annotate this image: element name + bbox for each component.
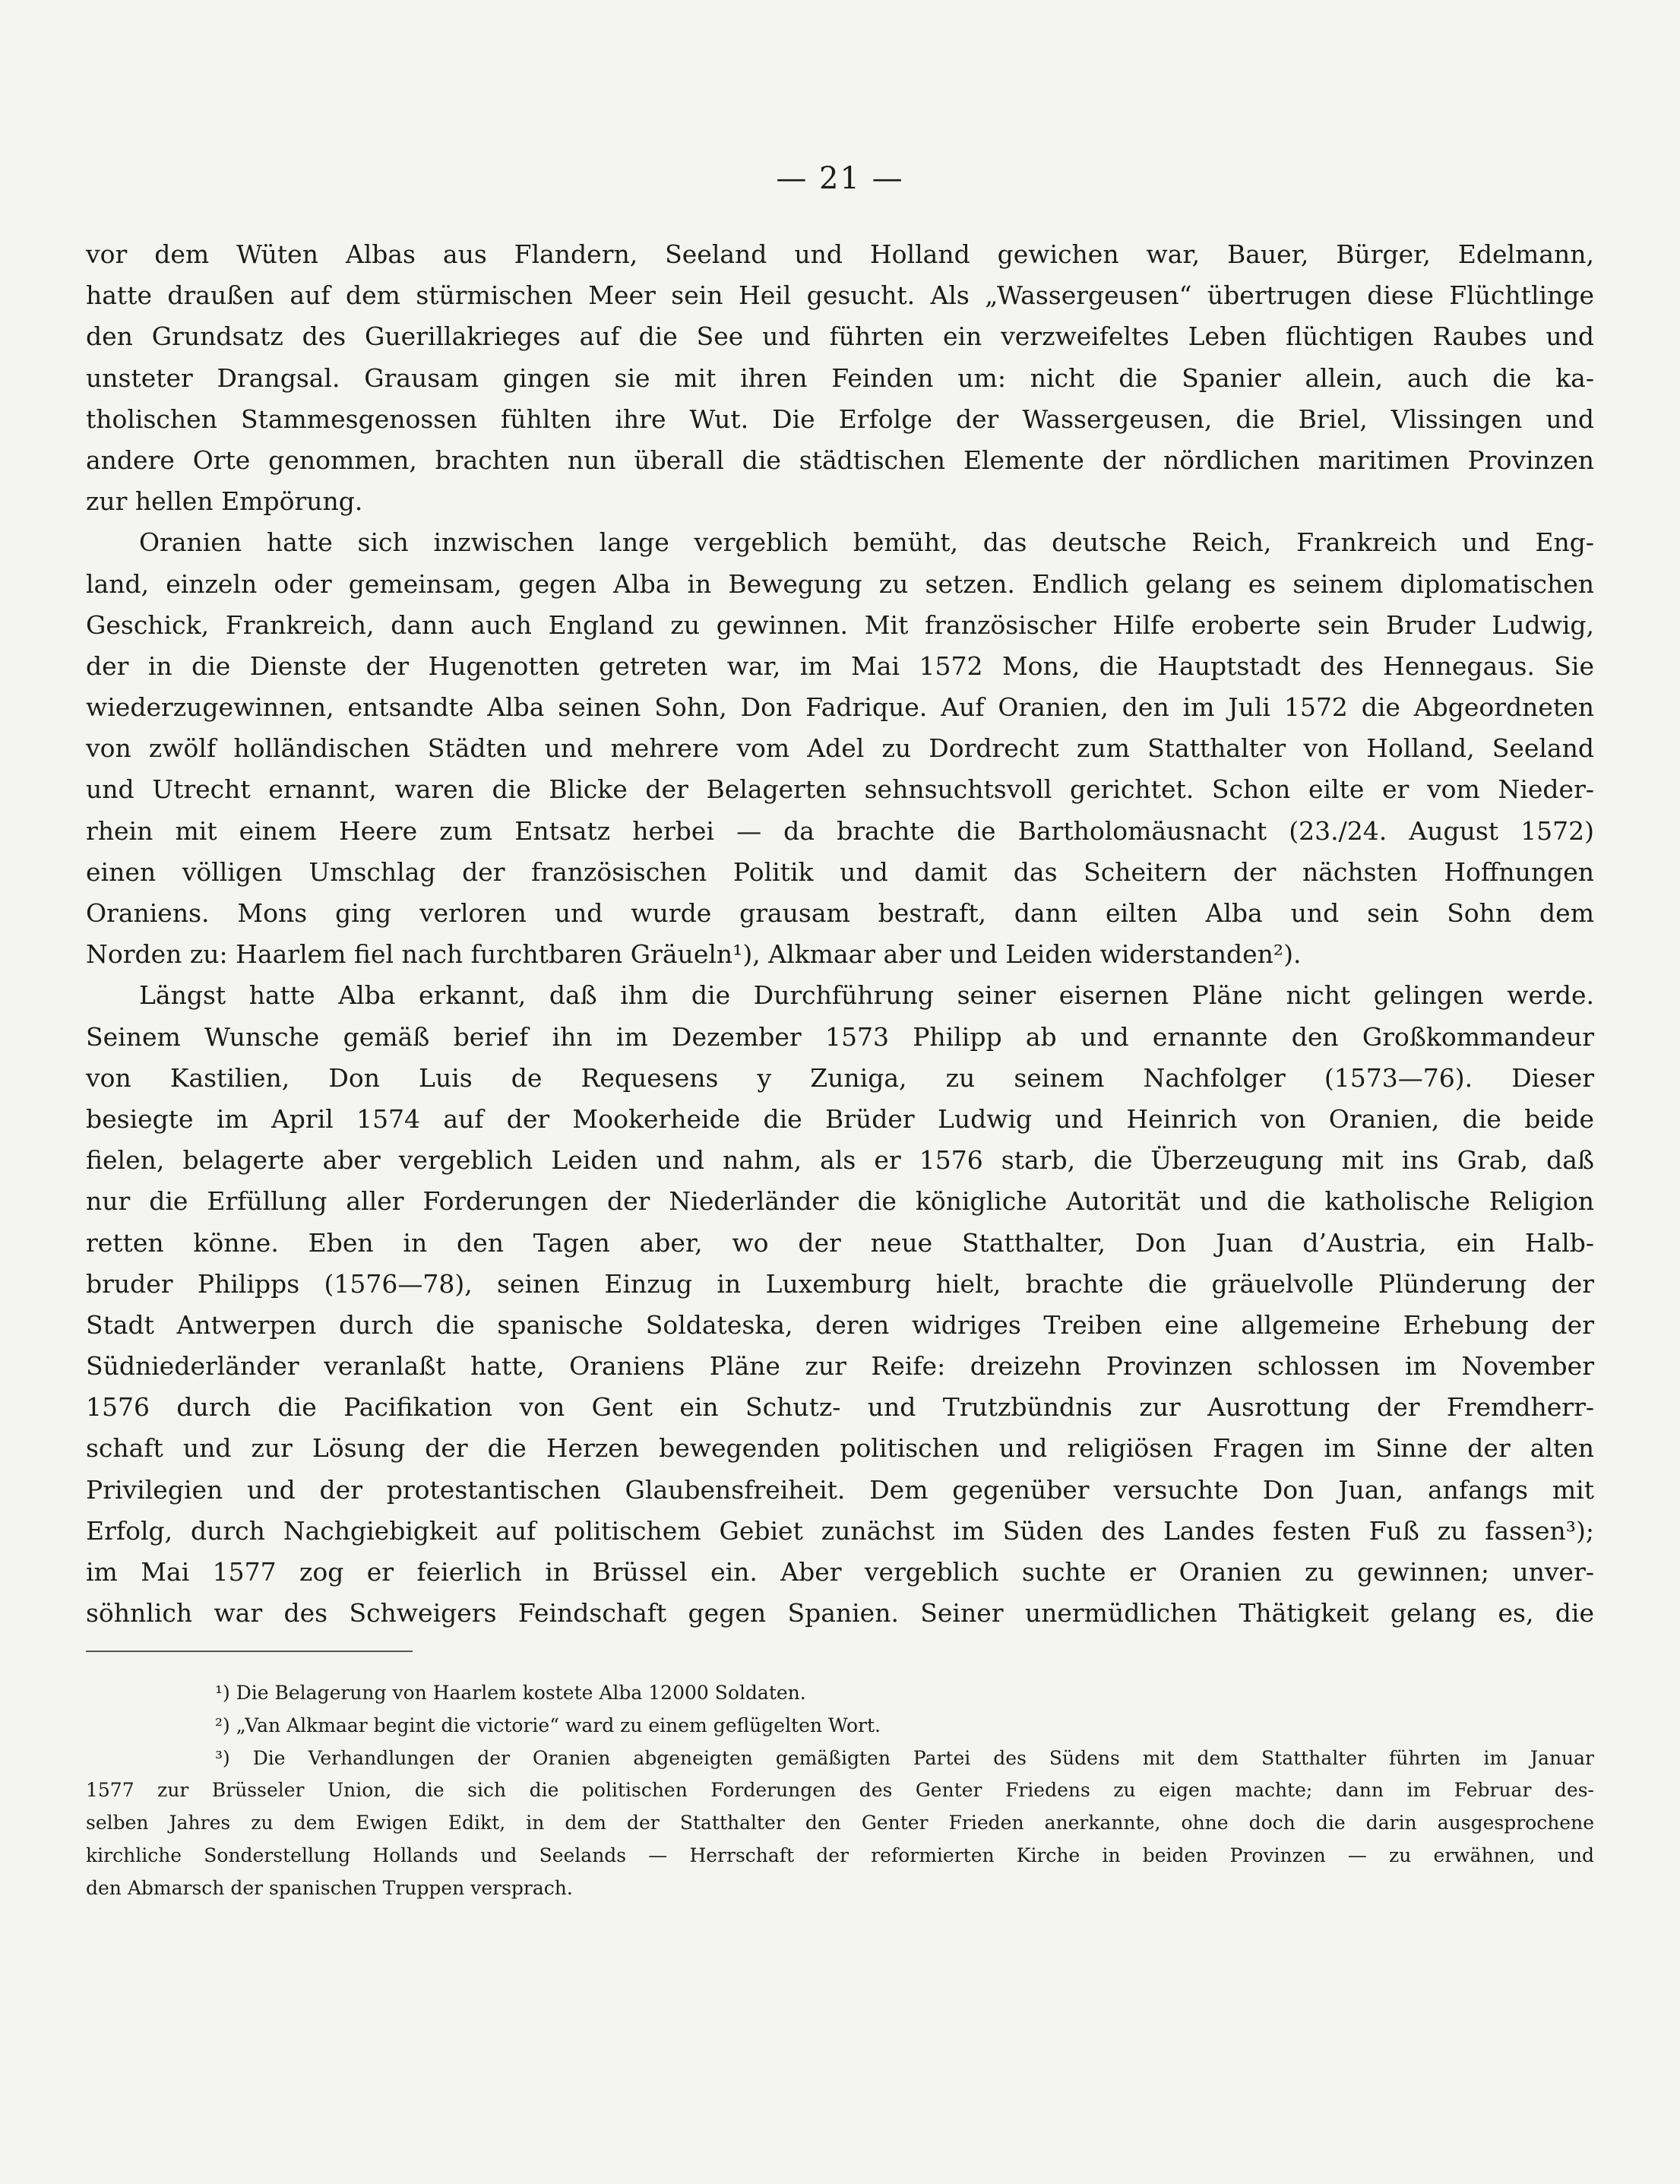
body-line: Norden zu: Haarlem fiel nach furchtbaren Gräueln¹), Alkmaar aber und Leiden widerstanden²). [86,939,1302,970]
body-line: Stadt Antwerpen durch die spanische Soldateska, deren widriges Treiben eine allgemeine Erhebung der [86,1309,1594,1340]
body-line: besiegte im April 1574 auf der Mookerheide die Brüder Ludwig und Heinrich von Oranien, die beide [86,1103,1594,1134]
body-line: nur die Erfüllung aller Forderungen der Niederländer die königliche Autorität und die katholische Religion [86,1186,1594,1217]
footnote-line: ³) Die Verhandlungen der Oranien abgeneigten gemäßigten Partei des Südens mit dem Statthalter führten im Januar [215,1746,1594,1769]
body-line: den Grundsatz des Guerillakrieges auf die See und führten ein verzweifeltes Leben flüchtigen Raubes und [86,321,1594,352]
footnote-line: 1577 zur Brüsseler Union, die sich die politischen Forderungen des Genter Friedens zu eigen machte; dann im Februar des- [86,1779,1594,1802]
body-line: rhein mit einem Heere zum Entsatz herbei — da brachte die Bartholomäusnacht (23./24. August 1572) [86,815,1594,846]
footnote-line: ²) „Van Alkmaar begint die victorie“ ward zu einem geflügelten Wort. [215,1714,881,1736]
body-line: bruder Philipps (1576—78), seinen Einzug in Luxemburg hielt, brachte die gräuelvolle Plünderung der [86,1268,1594,1299]
footnote-line: den Abmarsch der spanischen Truppen versprach. [86,1876,573,1899]
body-line: retten könne. Eben in den Tagen aber, wo der neue Statthalter, Don Juan d’Austria, ein Halb- [86,1227,1594,1258]
footnote-divider [86,1651,413,1652]
body-line: Erfolg, durch Nachgiebigkeit auf politischem Gebiet zunächst im Süden des Landes festen Fuß zu fassen³); [86,1515,1594,1546]
body-line: Seinem Wunsche gemäß berief ihn im Dezember 1573 Philipp ab und ernannte den Großkommandeur [86,1021,1594,1052]
body-line: hatte draußen auf dem stürmischen Meer sein Heil gesucht. Als „Wassergeusen“ übertrugen diese Flüchtlinge [86,280,1594,311]
body-line: 1576 durch die Pacifikation von Gent ein Schutz- und Trutzbündnis zur Ausrottung der Fremdherr- [86,1392,1594,1423]
body-line: unsteter Drangsal. Grausam gingen sie mit ihren Feinden um: nicht die Spanier allein, auch die ka- [86,362,1594,393]
body-line: Oraniens. Mons ging verloren und wurde grausam bestraft, dann eilten Alba und sein Sohn dem [86,898,1594,928]
page-number: — 21 — [776,161,904,196]
body-line: von Kastilien, Don Luis de Requesens y Zuniga, zu seinem Nachfolger (1573—76). Dieser [86,1062,1594,1093]
footnote-line: ¹) Die Belagerung von Haarlem kostete Alba 12000 Soldaten. [215,1682,806,1704]
body-line: Südniederländer veranlaßt hatte, Oraniens Pläne zur Reife: dreizehn Provinzen schlossen im November [86,1351,1594,1382]
body-line: wiederzugewinnen, entsandte Alba seinen Sohn, Don Fadrique. Auf Oranien, den im Juli 1572 die Abgeordneten [86,692,1594,723]
body-line: vor dem Wüten Albas aus Flandern, Seeland und Holland gewichen war, Bauer, Bürger, Edelmann, [86,239,1594,269]
body-line: zur hellen Empörung. [86,486,363,517]
body-line: andere Orte genommen, brachten nun überall die städtischen Elemente der nördlichen maritimen Provinzen [86,445,1594,475]
body-text [86,234,1594,1634]
body-line: Längst hatte Alba erkannt, daß ihm die Durchführung seiner eisernen Pläne nicht gelingen werde. [139,980,1594,1011]
body-line: Geschick, Frankreich, dann auch England zu gewinnen. Mit französischer Hilfe eroberte sein Bruder Ludwig, [86,609,1594,640]
footnote-line: kirchliche Sonderstellung Hollands und Seelands — Herrschaft der reformierten Kirche in beiden Provinzen — zu erwähnen, und [86,1844,1594,1866]
footnotes [86,1677,1594,1905]
body-line: schaft und zur Lösung der die Herzen bewegenden politischen und religiösen Fragen im Sinne der alten [86,1433,1594,1464]
body-line: im Mai 1577 zog er feierlich in Brüssel ein. Aber vergeblich suchte er Oranien zu gewinnen; unver- [86,1557,1594,1587]
footnote-line: selben Jahres zu dem Ewigen Edikt, in dem der Statthalter den Genter Frieden anerkannte, ohne doch die darin ausgesprochene [86,1812,1594,1834]
body-line: tholischen Stammesgenossen fühlten ihre Wut. Die Erfolge der Wassergeusen, die Briel, Vlissingen und [86,404,1594,434]
body-line: Oranien hatte sich inzwischen lange vergeblich bemüht, das deutsche Reich, Frankreich und Eng- [139,527,1594,558]
body-line: von zwölf holländischen Städten und mehrere vom Adel zu Dordrecht zum Statthalter von Holland, Seeland [86,733,1594,764]
body-line: Privilegien und der protestantischen Glaubensfreiheit. Dem gegenüber versuchte Don Juan, anfangs mit [86,1474,1594,1505]
body-line: der in die Dienste der Hugenotten getreten war, im Mai 1572 Mons, die Hauptstadt des Hennegaus. Sie [86,650,1594,681]
body-line: söhnlich war des Schweigers Feindschaft gegen Spanien. Seiner unermüdlichen Thätigkeit gelang es, die [86,1598,1594,1629]
body-line: land, einzeln oder gemeinsam, gegen Alba in Bewegung zu setzen. Endlich gelang es seinem diplomatischen [86,568,1594,599]
body-line: einen völligen Umschlag der französischen Politik und damit das Scheitern der nächsten Hoffnungen [86,856,1594,887]
body-line: und Utrecht ernannt, waren die Blicke der Belagerten sehnsuchtsvoll gerichtet. Schon eilte er vom Nieder- [86,774,1594,805]
body-line: fielen, belagerte aber vergeblich Leiden und nahm, als er 1576 starb, die Überzeugung mit ins Grab, daß [86,1145,1594,1176]
